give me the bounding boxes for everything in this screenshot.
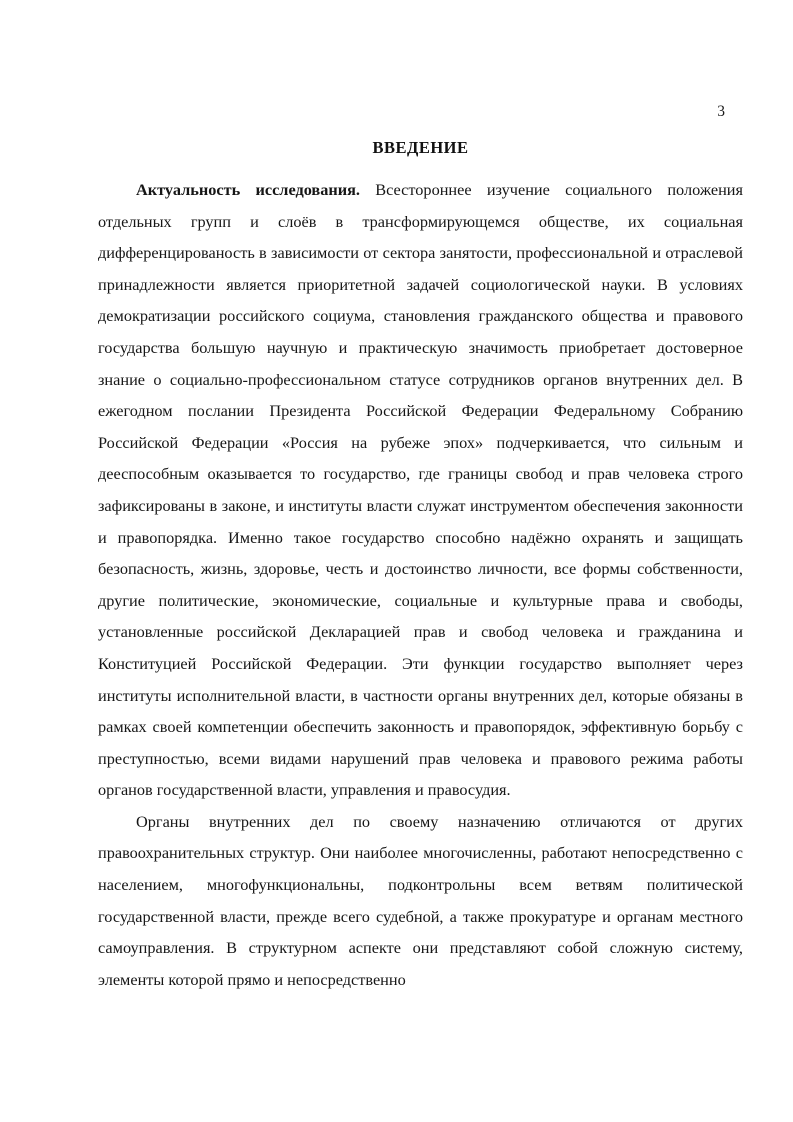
- page-title: ВВЕДЕНИЕ: [372, 138, 469, 157]
- paragraph: [98, 806, 743, 996]
- paragraph: [98, 174, 743, 806]
- page-number: 3: [717, 103, 725, 120]
- page-body: [98, 138, 743, 995]
- paragraph-text: Всестороннее изучение социального положения отдельных групп и слоёв в трансформирующемся обществе, их социальная дифференцированость в зависимости от сектора занятости, профессиональной и отраслевой принадлежности является приоритетной задачей социологической науки. В условиях демократизации российского социума, становления гражданского общества и правового государства большую научную и практическую значимость приобретает достоверное знание о социально-профессиональном статусе сотрудников органов внутренних дел. В ежегодном послании Президента Российской Федерации Федеральному Собранию Российской Федерации «Россия на рубеже эпох» подчеркивается, что сильным и дееспособным оказывается то государство, где границы свобод и прав человека строго зафиксированы в законе, и институты власти служат инструментом обеспечения законности и правопорядка. Именно такое государство способно надёжно охранять и защищать безопасность, жизнь, здоровье, честь и достоинство личности, все формы собственности, другие политические, экономические, социальные и культурные права и свободы, установленные российской Декларацией прав и свобод человека и гражданина и Конституцией Российской Федерации. Эти функции государство выполняет через институты исполнительной власти, в частности органы внутренних дел, которые обязаны в рамках своей компетенции обеспечить законность и правопорядок, эффективную борьбу с преступностью, всеми видами нарушений прав человека и правового режима работы органов государственной власти, управления и правосудия.: [98, 180, 743, 800]
- paragraph-text: Органы внутренних дел по своему назначению отличаются от других правоохранительных структур. Они наиболее многочисленны, работают непосредственно с населением, многофункциональны, подконтрольны всем ветвям политической государственной власти, прежде всего судебной, а также прокуратуре и органам местного самоуправления. В структурном аспекте они представляют собой сложную систему, элементы которой прямо и непосредственно: [98, 811, 743, 989]
- paragraph-lead: Актуальность исследования.: [136, 180, 360, 199]
